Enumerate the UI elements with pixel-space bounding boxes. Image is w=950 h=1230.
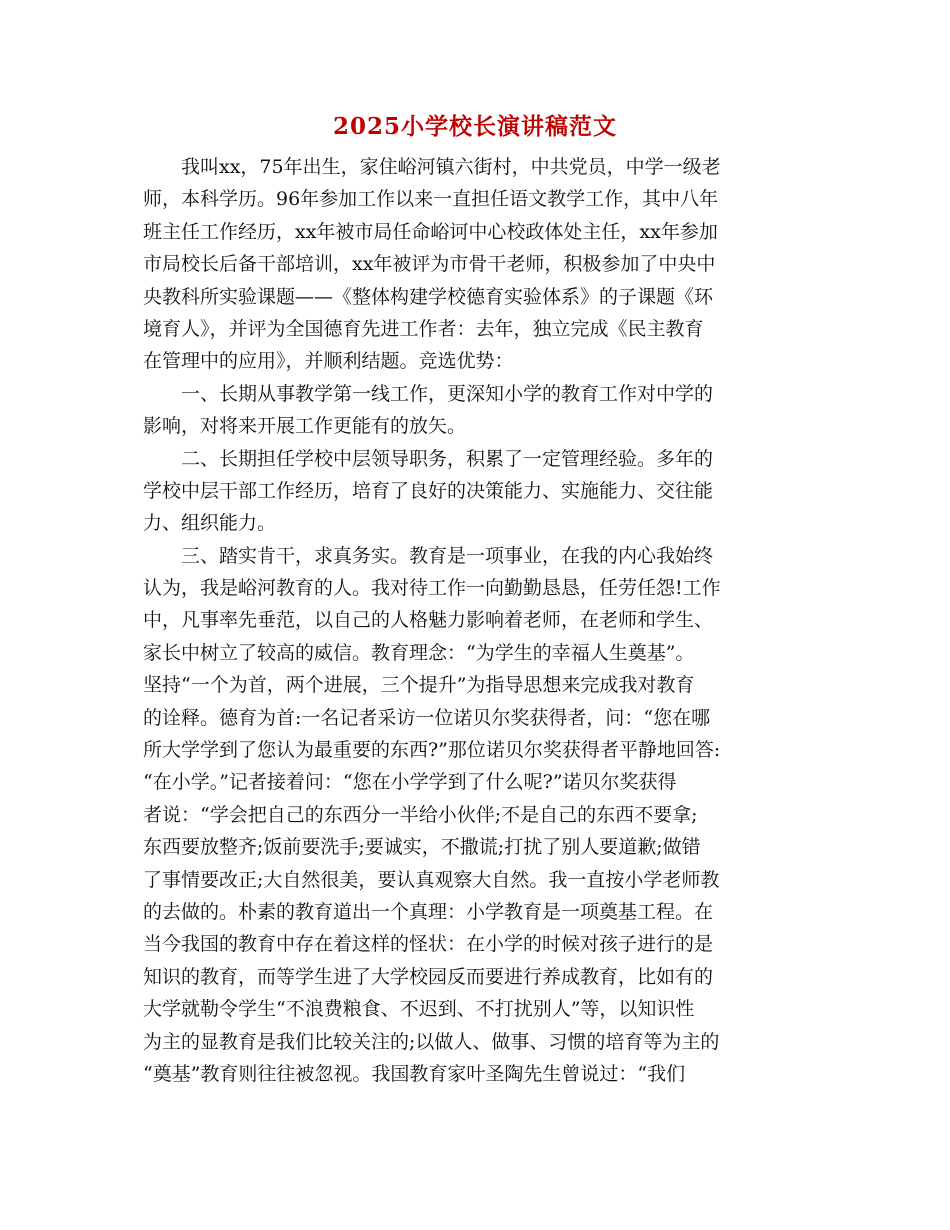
text-line: “奠基”教育则往往被忽视。我国教育家叶圣陶先生曾说过：“我们: [143, 1062, 686, 1085]
text-line: 认为，我是峪河教育的人。我对待工作一向勤勤恳恳，任劳任怨!工作: [143, 577, 721, 600]
text-line: 为主的显教育是我们比较关注的;以做人、做事、习惯的培育等为主的: [143, 1030, 720, 1053]
text-line: 者说：“学会把自己的东西分一半给小伙伴;不是自己的东西不要拿;: [143, 803, 698, 826]
text-line: 了事情要改正;大自然很美，要认真观察大自然。我一直按小学老师教: [143, 868, 720, 891]
text-line: 的去做的。朴素的教育道出一个真理：小学教育是一项奠基工程。在: [143, 900, 714, 923]
text-line: 一、长期从事教学第一线工作，更深知小学的教育工作对中学的: [181, 382, 714, 405]
text-line: 在管理中的应用》，并顺利结题。竞选优势：: [143, 350, 514, 373]
text-line: 力、组织能力。: [143, 512, 277, 535]
text-line: 境育人》，并评为全国德育先进工作者：去年，独立完成《民主教育: [143, 317, 704, 340]
text-line: 东西要放整齐;饭前要洗手;要诚实，不撒谎;打扰了别人要道歉;做错: [143, 836, 701, 859]
text-line: 班主任工作经历，xx年被市局任命峪诃中心校政体处主任，xx年参加: [143, 220, 718, 243]
text-line: 知识的教育，而等学生进了大学校园反而要进行养成教育，比如有的: [143, 965, 714, 988]
page-title: 2025小学校长演讲稿范文: [332, 113, 617, 140]
text-line: 我叫xx，75年出生，家住峪河镇六街村，中共党员，中学一级老: [181, 156, 721, 178]
text-line: 坚持“一个为首，两个进展，三个提升”为指导思想来完成我对教育: [143, 674, 695, 697]
text-line: 三、踏实肯干，求真务实。教育是一项事业，在我的内心我始终: [181, 544, 714, 567]
text-line: “在小学。”记者接着问：“您在小学学到了什么呢?”诺贝尔奖获得: [143, 771, 677, 794]
document-body: [143, 151, 808, 1090]
text-line: 的诠释。德育为首:一名记者采访一位诺贝尔奖获得者，问：“您在哪: [143, 706, 711, 729]
text-line: 央教科所实验课题——《整体构建学校德育实验体系》的子课题《环: [143, 285, 714, 308]
text-line: 中，凡事率先垂范，以自己的人格魅力影响着老师，在老师和学生、: [143, 609, 714, 632]
text-line: 家长中树立了较高的威信。教育理念：“为学生的幸福人生奠基”。: [143, 641, 695, 664]
text-line: 大学就勒令学生“不浪费粮食、不迟到、不打扰别人”等，以知识性: [143, 998, 695, 1021]
text-line: 学校中层干部工作经历，培育了良好的决策能力、实施能力、交往能: [143, 479, 714, 502]
text-line: 影响，对将来开展工作更能有的放矢。: [143, 415, 467, 438]
text-line: 师，本科学历。96年参加工作以来一直担任语文教学工作，其中八年: [143, 188, 719, 211]
text-line: 二、长期担任学校中层领导职务，积累了一定管理经验。多年的: [181, 447, 714, 470]
text-line: 市局校长后备干部培训，xx年被评为市骨干老师，积极参加了中央中: [143, 253, 716, 276]
text-line: 当今我国的教育中存在着这样的怪状：在小学的时候对孩子进行的是: [143, 933, 714, 956]
text-line: 所大学学到了您认为最重要的东西?”那位诺贝尔奖获得者平静地回答:: [143, 739, 721, 762]
